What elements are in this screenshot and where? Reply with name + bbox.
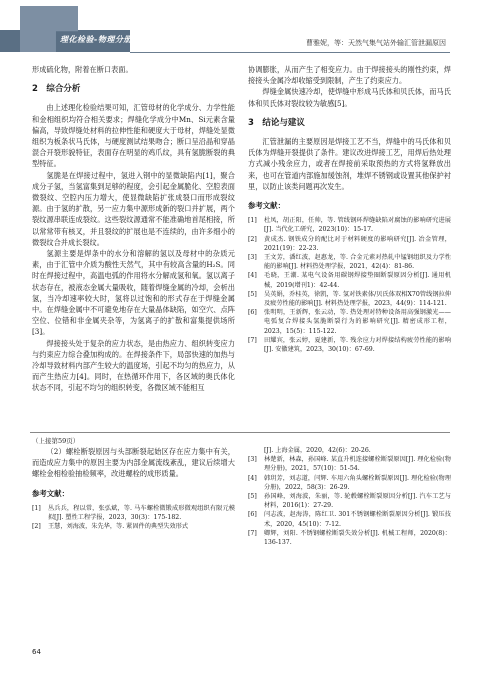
reference-item: [3] 王文芳，潘红波，赵惠龙，等. 合金元素对热轧中锰钢组织及力学性能的影响[J]. 材料热处理学报，2021，42(4)：81-86. [248, 254, 451, 271]
page-header [0, 0, 480, 62]
paragraph: 氢脆是在焊接过程中，氢进入钢中的显微缺陷内[1]，聚合成分子氢，当氢富集到足够的程度，会引起金属脆化、空腔表面微裂纹、空腔内压力增大，使显微缺陷扩张成裂口而形成裂纹源。由于氢的扩散，另一应力集中源形成新的裂口并扩展，两个裂纹源串联连成裂纹。这些裂纹源通常不能准确地首尾相接，所以常常带有核叉，并且裂纹的扩展也是不连续的，由许多细小的微裂纹合并成长裂纹。 [32, 170, 235, 247]
running-head: 曹雅妮，等：天然气集气站外输汇管泄漏原因 [306, 39, 446, 47]
paragraph: 由上述理化检验结果可知，汇管母材的化学成分、力学性能和金相组织均符合相关要求；焊缝化学成分中Mn、Si元素含量偏高，导致焊缝处材料的拉伸性能和硬度大于母材，焊缝处显微组织为板条状马氏体，与硬度测试结果吻合；断口呈沿晶和穿晶混合开裂形貌特征，表面存在明显的鸡爪纹，具有氢脆断裂的典型特征。 [32, 103, 235, 169]
conclusion-text: 汇管泄漏的主要原因是焊接工艺不当，焊缝中的马氏体和贝氏体为焊缝开裂提供了条件。建议改进焊接工艺，用焊后热处理方式减小残余应力，或者在焊接前采取预热的方式将氢释放出来，也可在管道内部施加缓蚀剂，堆焊不锈钢或设置其他保护衬里，以防止该类问题再次发生。 [248, 137, 451, 191]
page-number: 64 [32, 648, 41, 656]
paragraph: 焊缝金属快速冷却，使焊缝中形成马氏体和贝氏体，而马氏体和贝氏体对裂纹较为敏感[5]。 [248, 87, 451, 108]
section-3-title: 3 结论与建议 [248, 117, 305, 128]
section-divider [30, 432, 450, 433]
reference-item: [5] 孙国峰，刘海波，朱丽，等. 轮毂螺栓断裂原因分析[J]. 汽车工艺与材料，2016(1)：27-29. [248, 493, 451, 510]
references-title: 参考文献： [32, 488, 69, 498]
paragraph: （2）螺栓断裂原因与头部断裂起始区存在应力集中有关，而造成应力集中的原因主要为内部金属流线紊乱，建议后续增大螺栓金相检验抽检频率，改进螺栓的成形质量。 [32, 447, 235, 479]
reference-item: [J]. 上海金属，2020，42(6)：20-26. [264, 447, 371, 454]
paragraph: 协调膨胀，从而产生了相变应力。由于焊接接头的刚性约束，焊接接头金属冷却收缩受到限制，产生了约束应力。 [248, 65, 451, 86]
intro-text: 形成硫化物，附着在断口表面。 [32, 65, 133, 74]
reference-item: [6] 张明明，王新辉，张云动，等. 热处理对特种设备用高强钢激光——电弧复合焊接头氢脆断裂行为的影响研究[J]. 精密成形工程，2023，15(5)：115-122. [248, 309, 451, 335]
reference-list [248, 216, 451, 354]
reference-item: [7] 卿辉，刘阳. 不锈钢螺栓断裂失效分析[J]. 机械工程师，2020(8)：136-137. [248, 529, 451, 547]
reference-item: [5] 吴英娟，乔桂英，徐凯，等. 氢对铁素体/贝氏体双相X70管线钢拉伸及疲劳性能的影响[J]. 材料热处理学报，2023，44(9)：114-121. [248, 290, 451, 308]
references-title: 参考文献： [248, 201, 285, 211]
right-column [248, 64, 451, 354]
continued-note: （上接第59页） [32, 437, 80, 445]
reference-item: [2] 王慧，刘海波，朱先华，等. 紧固件的典型失效形式 [32, 523, 189, 531]
paragraph: 氢源主要是焊条中的水分和溶解的氢以及母材中的杂质元素，由于汇管中介质为酸性天然气，其中有较高含量的H₂S。同时在焊接过程中，高温电弧的作用将水分解成氢和氧。氢以离子状态存在，被液态金属大量吸收，随着焊缝金属的冷却，会析出氢，当冷却速率较大时，氢将以过饱和的形式存在于焊缝金属中。在焊缝金属中不可避免地存在大量晶体缺陷，如空穴、点阵空位、位错和非金属夹杂等，为氢离子的扩散和富集提供场所[3]。 [32, 249, 235, 337]
header-rule [130, 52, 450, 53]
reference-item: [7] 田耀宾，张云婷，夏建新，等. 残余应力对焊接结构疲劳性能的影响[J]. 安徽建筑，2023，30(10)：67-69. [248, 336, 451, 354]
reference-item: [1] 丛兵兵，程以常，张弘斌，等. 马车螺栓微锻成形微观组织有限元模拟[J]. 塑性工程学报，2023，30(3)：175-182. [32, 504, 235, 522]
reference-item: [4] 毛晓，王潮. 某电气设备用碳钢焊接垫圈断裂原因分析[J]. 通用机械，2019(增刊1)：42-44. [248, 272, 451, 289]
reference-item: [3] 林楚新，林森，孙国峰. 某直升机连接螺栓断裂原因[J]. 理化检验(物理分册)，2021，57(10)：51-54. [248, 456, 451, 473]
reference-item: [6] 闫志波，赵海涛，陈红卫. 301不锈钢螺栓断裂原因分析[J]. 锻压技术，2020，45(10)：7-12. [248, 511, 451, 528]
lower-right-column [248, 446, 451, 547]
journal-logo-text: 理化检验-物理分册 [60, 35, 132, 44]
section-2-title: 2 综合分析 [32, 84, 81, 95]
paragraph: 焊接接头处于复杂的应力状态，是由热应力、组织转变应力与约束应力综合叠加构成的。在焊接条件下，局部快速的加热与冷却导致材料内部产生较大的温度场，引起不均匀的热应力，从而产生热应力[4]。同时，在热循环作用下，各区域的奥氏体化状态不同，引起不均匀的组织转变，各微区域不能相互 [32, 338, 235, 393]
lower-left-column [32, 446, 235, 531]
reference-item: [4] 韩玥芳，刘志道，闫辉. 车用六角头螺栓断裂原因[J]. 理化检验(物理分册)，2022，58(3)：26-29. [248, 474, 451, 491]
reference-item: [1] 杜凤，胡正阳，任帅，等. 管线钢环焊缝缺陷对腐蚀的影响研究进展[J]. 当代化工研究，2023(10)：15-17. [248, 217, 451, 234]
reference-item: [2] 黄成杰. 钢铁成分的配比对于材料硬度的影响研究[J]. 冶金管理，2021(19)：22-23. [248, 235, 451, 252]
left-column [32, 64, 235, 394]
